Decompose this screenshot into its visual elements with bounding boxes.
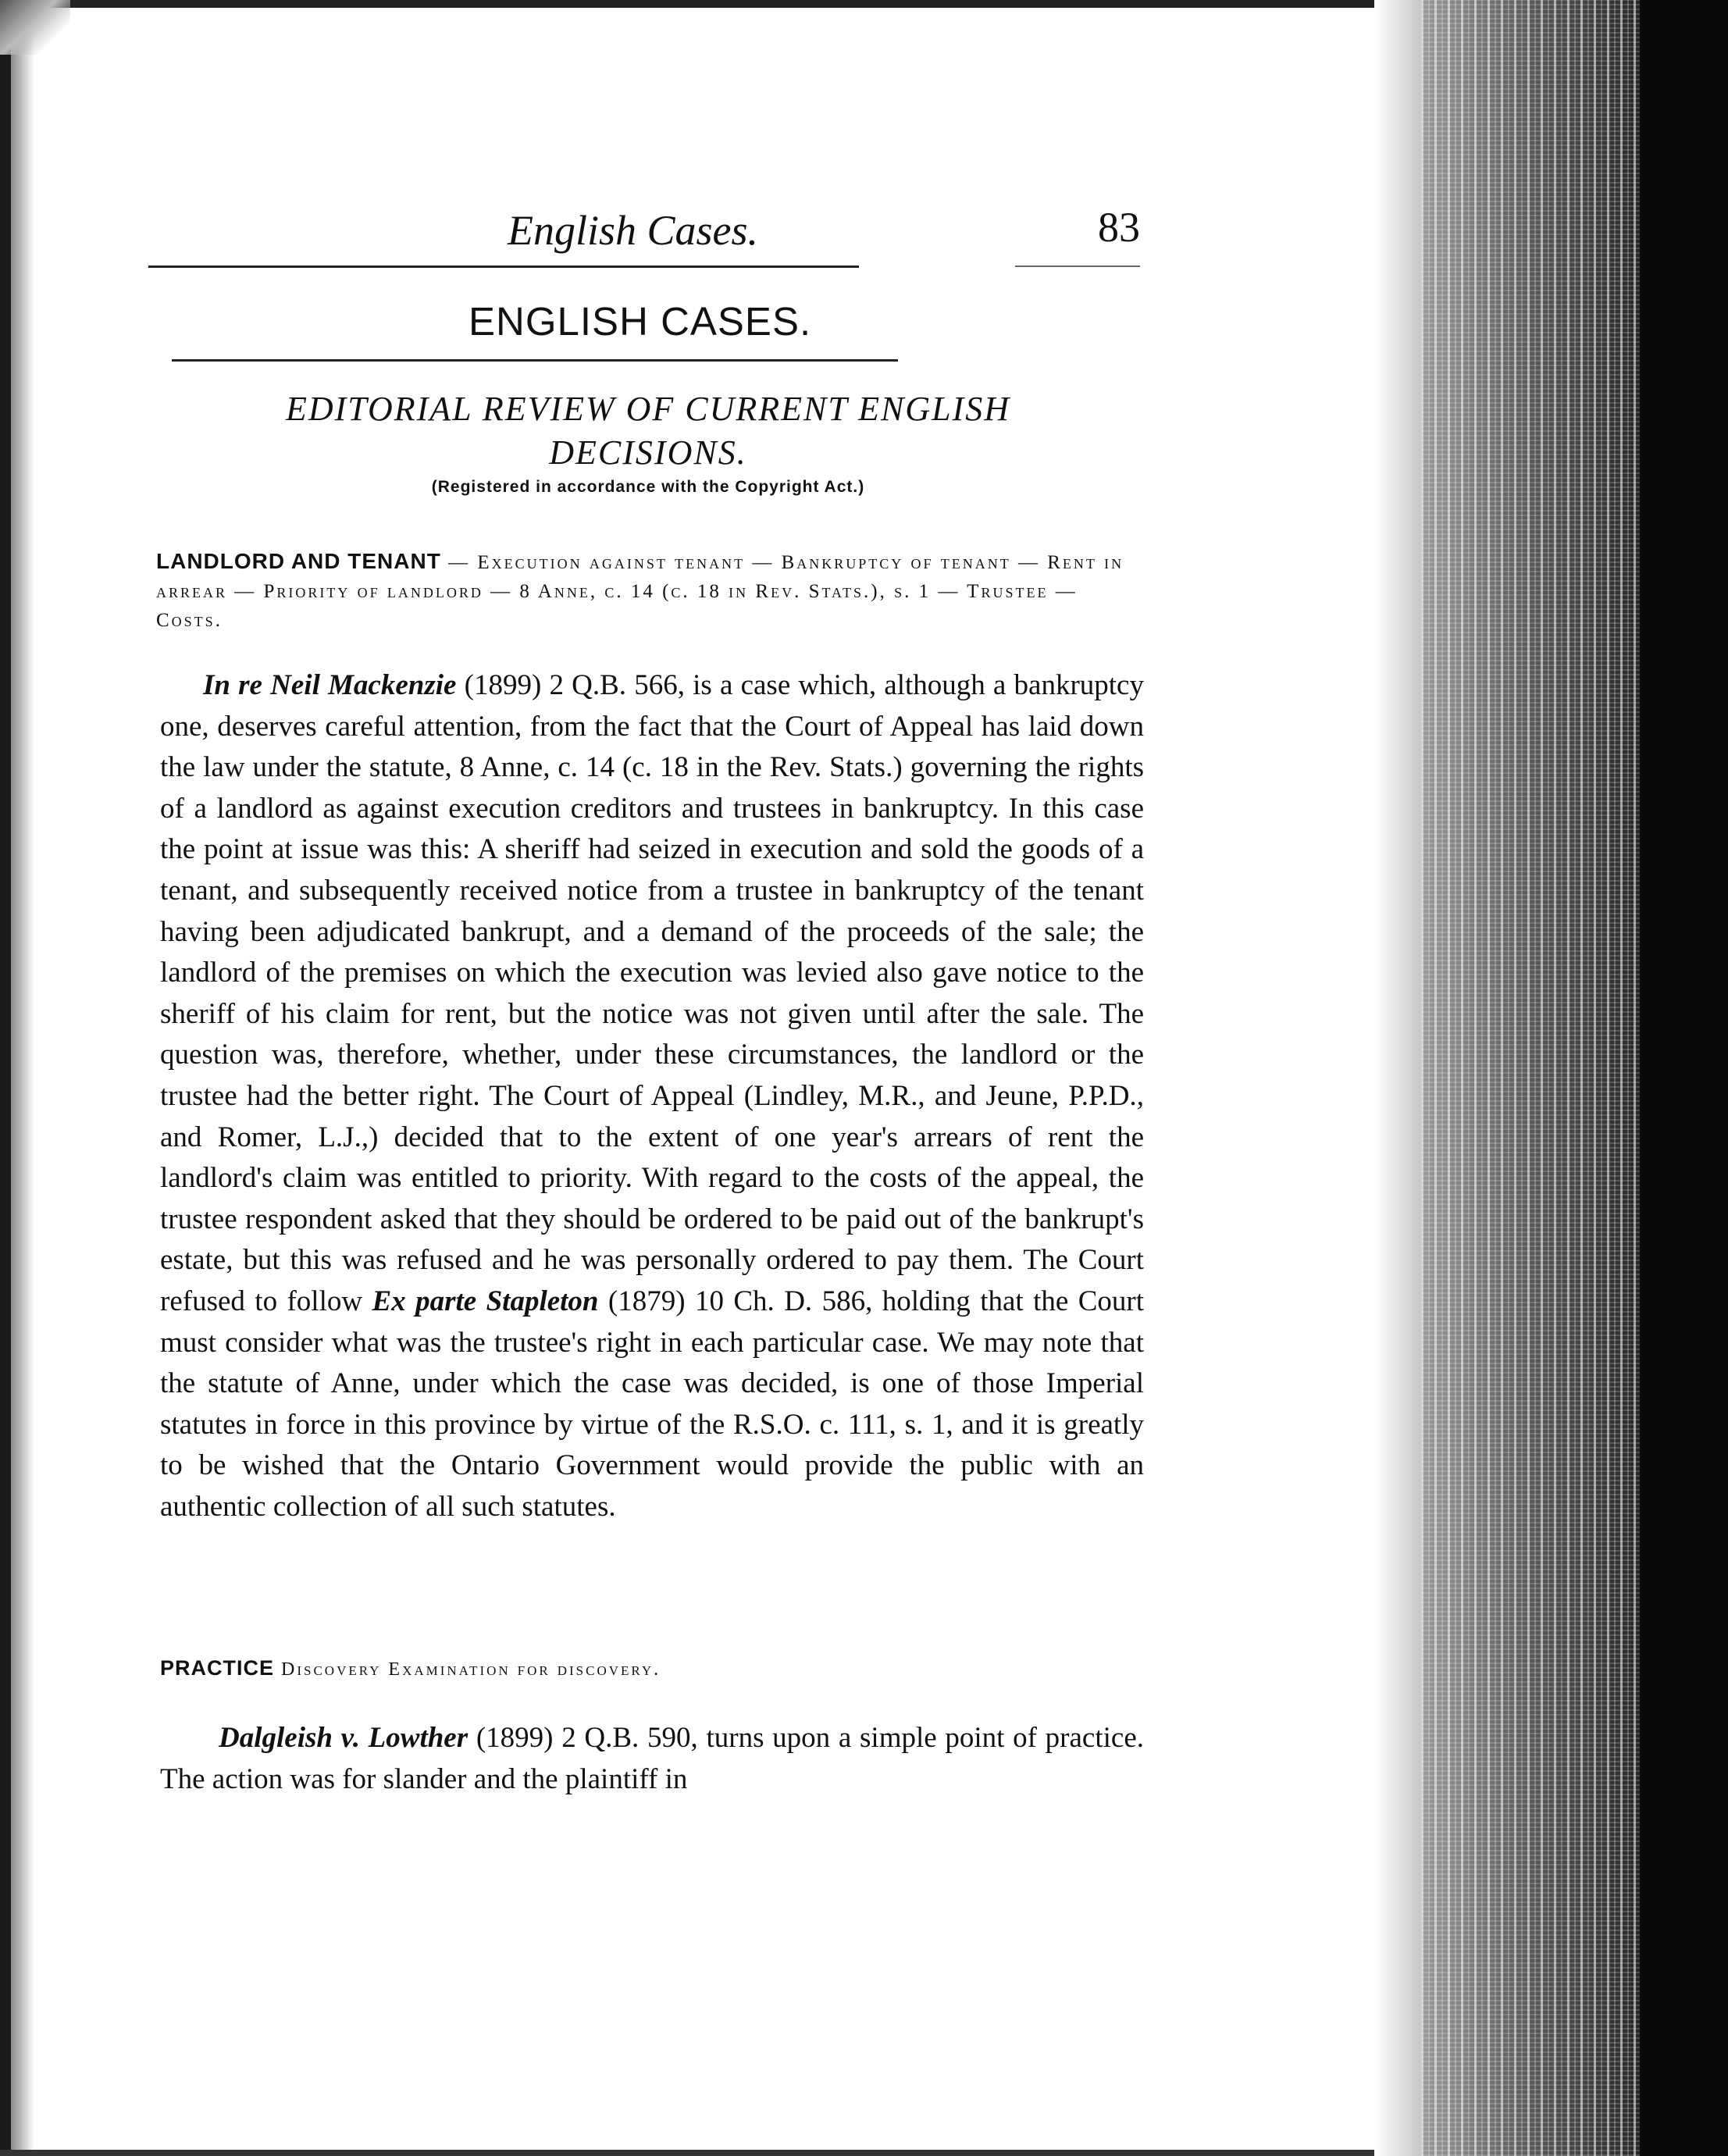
headnote-practice bbox=[160, 1656, 661, 1680]
header-rule bbox=[148, 265, 859, 268]
title-rule bbox=[172, 359, 898, 362]
running-head bbox=[148, 201, 1140, 264]
copyright-note: (Registered in accordance with the Copyright Act.) bbox=[431, 478, 865, 496]
scan-top-edge bbox=[0, 0, 1374, 8]
running-head-title: English Cases. bbox=[508, 207, 759, 254]
scan-corner-fold bbox=[0, 0, 70, 55]
headnote-text: Discovery Examination for discovery. bbox=[274, 1659, 661, 1680]
paragraph-mackenzie bbox=[160, 665, 1144, 1527]
page-number: 83 bbox=[1098, 204, 1140, 251]
case-name-cited: Ex parte Stapleton bbox=[372, 1285, 599, 1317]
paragraph-text: (1899) 2 Q.B. 590, turns upon a simple point of practice. The action was for slander and the plaintiff in bbox=[160, 1722, 1145, 1795]
scan-left-shadow bbox=[11, 0, 34, 2156]
book-edge-dark bbox=[1640, 0, 1728, 2156]
paragraph-text: (1899) 2 Q.B. 566, is a case which, although a bankruptcy one, deserves careful attention, from the fact that the Court of Appeal has laid down the law under the statute, 8 Anne, c. 14 (c. 18 in the Rev. Stats.) governing the rights of a landlord as against execution creditors and trustees in bankruptcy. In this case the point at issue was this: A sheriff had seized in execution and sold the goods of a tenant, and subsequently received notice from a trustee in bankruptcy of the tenant having been adjudicated bankrupt, and a demand of the proceeds of the sale; the landlord of the premises on which the execution was levied also gave notice to the sheriff of his claim for rent, but the notice was not given until after the sale. The question was, therefore, whether, under these circumstances, the landlord or the trustee had the better right. The Court of Appeal (Lindley, M.R., and Jeune, P.P.D., and Romer, L.J.,) decided that to the extent of one year's arrears of rent the landlord's claim was entitled to priority. With regard to the costs of the appeal, the trustee respondent asked that they should be ordered to be paid out of the bankrupt's estate, but this was refused and he was personally ordered to pay them. The Court refused to follow bbox=[160, 669, 1144, 1317]
scan-left-edge bbox=[0, 0, 11, 2156]
case-name: In re Neil Mackenzie bbox=[203, 669, 457, 701]
headnote-lead: LANDLORD AND TENANT bbox=[156, 549, 441, 573]
headnote-landlord-tenant bbox=[156, 547, 1148, 635]
header-rule-right bbox=[1015, 265, 1140, 267]
page-gutter-shadow bbox=[1374, 0, 1421, 2156]
paragraph-text-cont: (1879) 10 Ch. D. 586, holding that the Court must consider what was the trustee's right in each particular case. We may note that the statute of Anne, under which the case was decided, is one of those Imperial statutes in force in this province by virtue of the R.S.O. c. 111, s. 1, and it is greatly to be wished that the Ontario Government would provide the public with an authentic collection of all such statutes. bbox=[160, 1285, 1144, 1523]
section-subtitle: EDITORIAL REVIEW OF CURRENT ENGLISH DECISIONS. bbox=[286, 390, 1010, 472]
headnote-lead: PRACTICE bbox=[160, 1656, 275, 1680]
section-title: ENGLISH CASES. bbox=[469, 299, 812, 344]
case-name: Dalgleish v. Lowther bbox=[219, 1722, 469, 1754]
scan-bottom-edge bbox=[0, 2150, 1390, 2156]
headnote-text: — Execution against tenant — Bankruptcy of tenant — Rent in arrear — Priority of landlord — 8 Anne, c. 14 (c. 18 in Rev. Stats.), s. 1 — Trustee — Costs. bbox=[156, 552, 1124, 631]
paragraph-dalgleish bbox=[160, 1718, 1144, 1800]
